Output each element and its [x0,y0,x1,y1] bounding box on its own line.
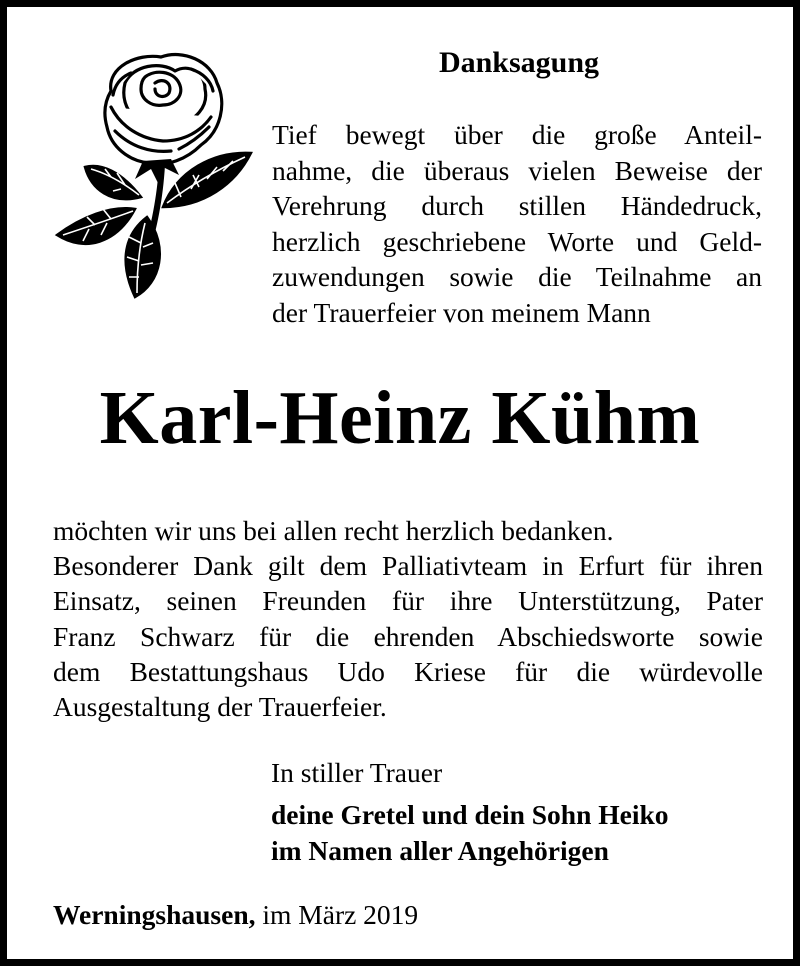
place: Werningshausen, [53,899,256,930]
intro-line: herzlich geschriebene Worte und Geld- [272,225,762,257]
heading: Danksagung [438,46,600,79]
signers [271,797,669,869]
intro-paragraph [272,117,762,330]
intro-line: der Trauerfeier von meinem Mann [272,296,651,328]
signer-line: im Namen aller Angehörigen [271,835,609,866]
closing-phrase: In stiller Trauer [271,757,443,788]
intro-line: Verehrung durch stillen Händedruck, [272,190,762,221]
body-line: Ausgestaltung der Trauerfeier. [53,691,387,723]
deceased-name: Karl-Heinz Kühm [99,376,701,460]
date: im März 2019 [262,899,419,930]
body-line: Besonderer Dank gilt dem Palliativteam in Erfurt für ihren [53,550,763,582]
intro-line: nahme, die überaus vielen Beweise der [272,154,762,186]
intro-line: Tief bewegt über die große Anteil- [272,119,762,150]
rose-icon [51,47,261,307]
thanks-paragraph [53,513,763,724]
intro-line: zuwendungen sowie die Teilnahme an [272,261,762,292]
signer-line: deine Gretel und dein Sohn Heiko [271,799,669,830]
body-line: Franz Schwarz für die ehrenden Abschiedsworte sowie [53,620,763,652]
body-line: dem Bestattungshaus Udo Kriese für die würdevolle [53,655,763,687]
place-date [53,897,418,933]
body-line: Einsatz, seinen Freunden für ihre Unterstützung, Pater [53,585,763,617]
body-line: möchten wir uns bei allen recht herzlich bedanken. [53,515,614,546]
